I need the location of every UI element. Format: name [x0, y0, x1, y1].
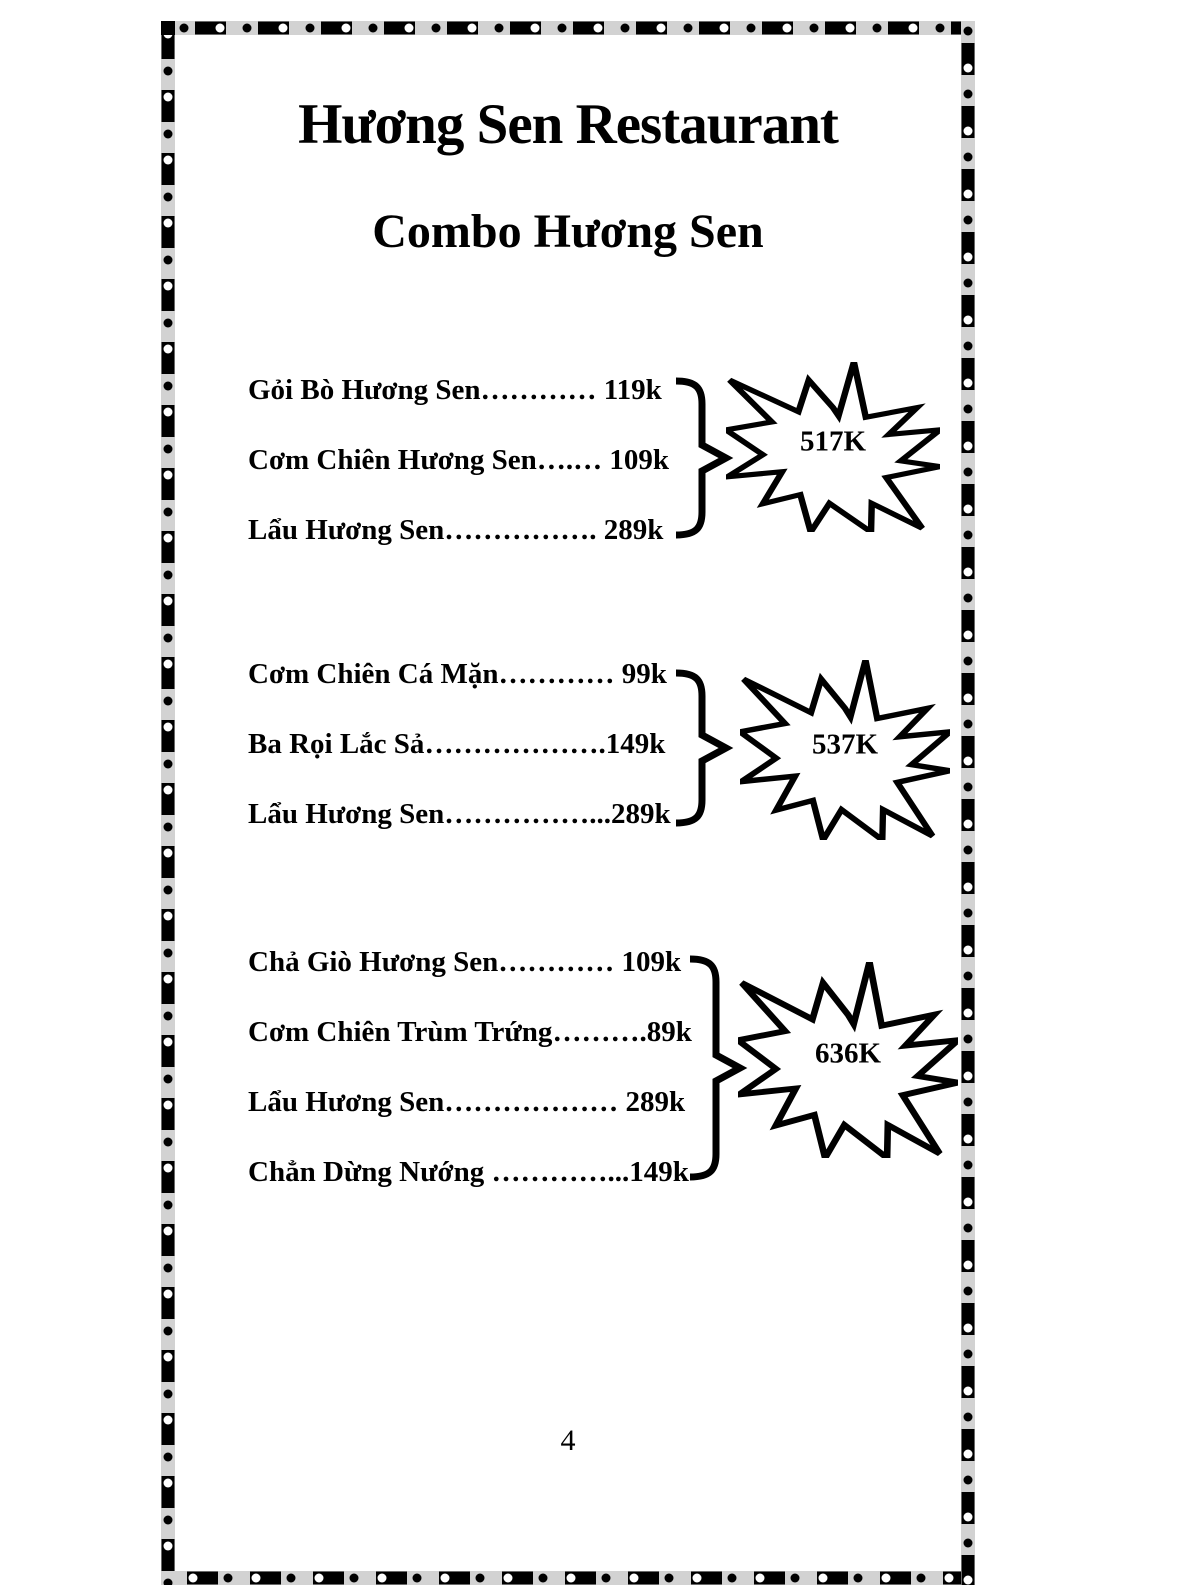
menu-section-title: Combo Hương Sen	[372, 205, 764, 258]
dot-leader: ….…	[536, 444, 610, 476]
menu-item-row	[248, 1082, 692, 1152]
item-price: 149k	[605, 728, 666, 760]
combo-price-label: 636K	[814, 1037, 882, 1070]
item-price: 289k	[603, 514, 664, 546]
menu-item-row	[248, 370, 669, 440]
menu-item-row	[248, 1012, 692, 1082]
menu-item-row	[248, 724, 671, 794]
dot-leader: ……………….	[424, 728, 606, 760]
item-price: 109k	[609, 444, 669, 476]
border-corner-block	[161, 21, 175, 35]
restaurant-title: Hương Sen Restaurant	[298, 93, 838, 156]
menu-item-row	[248, 510, 669, 580]
combo-price-badge	[738, 962, 958, 1158]
combo-price-badge	[726, 362, 940, 532]
item-price: 109k	[621, 946, 682, 978]
menu-item-row	[248, 440, 669, 510]
combo-group-1	[248, 370, 669, 580]
item-price: 99k	[621, 658, 667, 690]
item-name: Chả Giò Hương Sen	[248, 946, 499, 978]
combo-price-label: 537K	[811, 728, 879, 761]
item-price: 289k	[625, 1086, 686, 1118]
dot-leader: …………...	[484, 1156, 630, 1188]
item-name: Gỏi Bò Hương Sen	[248, 374, 481, 406]
combo-price-badge	[740, 660, 950, 840]
item-price: 289k	[611, 798, 671, 830]
bracket-icon	[666, 664, 741, 832]
item-price: 119k	[603, 374, 662, 406]
dot-leader: ……………...	[444, 798, 611, 830]
dot-leader: …………	[480, 374, 604, 406]
menu-item-row	[248, 942, 692, 1012]
item-name: Cơm Chiên Hương Sen	[248, 444, 537, 476]
menu-item-row	[248, 1152, 692, 1222]
combo-group-2	[248, 654, 671, 864]
item-name: Ba Rọi Lắc Sả	[248, 728, 425, 760]
dot-leader: …………	[498, 946, 622, 978]
item-price: 89k	[646, 1016, 692, 1048]
item-name: Lẩu Hương Sen	[248, 514, 445, 546]
border-band-bottom	[175, 1571, 961, 1585]
menu-item-row	[248, 654, 671, 724]
combo-price-label: 517K	[799, 425, 867, 458]
item-name: Chẳn Dừng Nướng	[248, 1156, 485, 1188]
item-name: Cơm Chiên Cá Mặn	[248, 658, 499, 690]
page-number: 4	[560, 1424, 576, 1457]
item-name: Lẩu Hương Sen	[248, 1086, 445, 1118]
border-band-top	[175, 21, 961, 35]
dot-leader: …………….	[444, 514, 604, 546]
combo-group-3	[248, 942, 692, 1222]
item-name: Lẩu Hương Sen	[248, 798, 445, 830]
item-name: Cơm Chiên Trùm Trứng	[248, 1016, 553, 1048]
dot-leader: ………………	[444, 1086, 626, 1118]
dot-leader: ……….	[552, 1016, 647, 1048]
dot-leader: …………	[498, 658, 622, 690]
item-price: 149k	[629, 1156, 689, 1188]
menu-item-row	[248, 794, 671, 864]
